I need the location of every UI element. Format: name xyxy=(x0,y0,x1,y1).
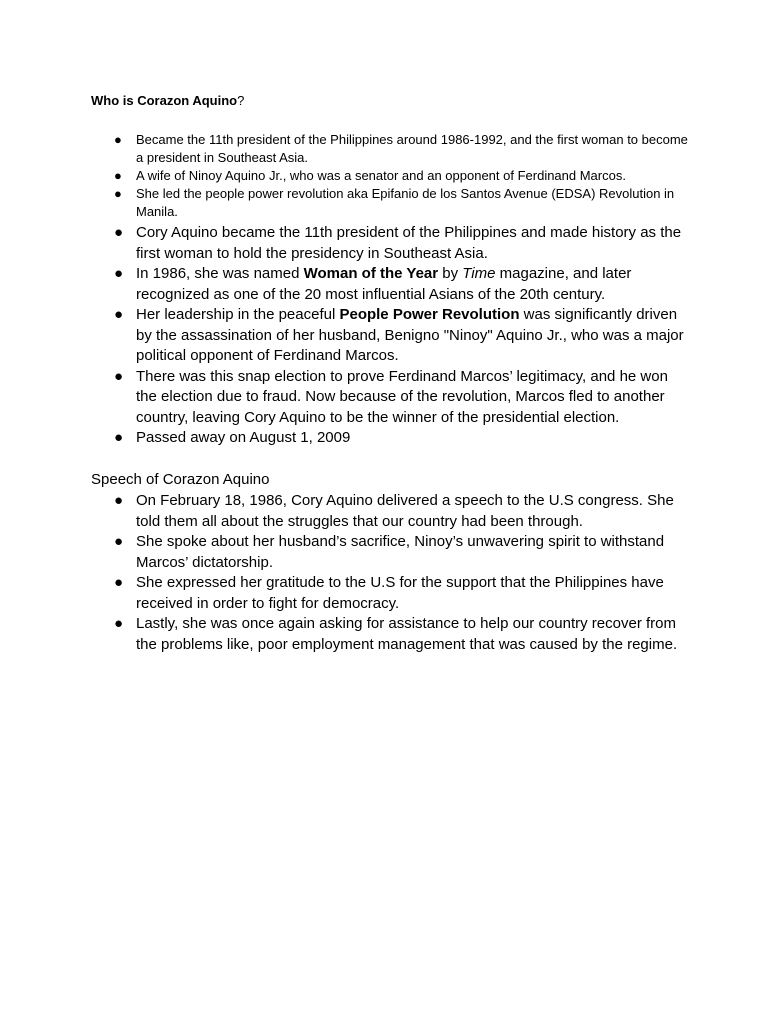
list-item-text-mid: by xyxy=(438,265,463,282)
bullet: ● xyxy=(114,615,124,632)
list-item-text-post: was significantly driven by the assassination of her husband, Benigno "Ninoy" Aquino Jr., who was a major political opponent of Ferdinand Marcos. xyxy=(136,306,684,364)
list-item xyxy=(112,428,692,449)
list-item-text: A wife of Ninoy Aquino Jr., who was a senator and an opponent of Ferdinand Marcos. xyxy=(136,168,626,183)
list-item-text: Passed away on August 1, 2009 xyxy=(136,429,351,446)
list-item-text-pre: Her leadership in the peaceful xyxy=(136,306,340,323)
list-item-text: She expressed her gratitude to the U.S for the support that the Philippines have received in order to fight for democracy. xyxy=(136,574,664,612)
list-item-text: Lastly, she was once again asking for assistance to help our country recover from the problems like, poor employment management that was caused by the regime. xyxy=(136,615,678,653)
list-item xyxy=(112,131,692,167)
bullet: ● xyxy=(114,574,124,591)
award-name: Woman of the Year xyxy=(303,265,439,282)
bullet: ● xyxy=(114,306,124,323)
bullet: ● xyxy=(114,132,122,147)
bullet: ● xyxy=(114,265,124,282)
list-item-text: Became the 11th president of the Philippines around 1986-1992, and the first woman to become a president in Southeast Asia. xyxy=(136,132,688,165)
bullet: ● xyxy=(114,492,124,509)
bullet: ● xyxy=(114,533,124,550)
bio-list-small xyxy=(112,131,692,221)
list-item xyxy=(112,185,692,221)
list-item xyxy=(112,367,692,429)
section-title-suffix: ? xyxy=(237,93,245,108)
section-title-bold: Who is Corazon Aquino xyxy=(91,93,238,108)
list-item xyxy=(112,573,692,614)
list-item xyxy=(112,167,692,185)
bullet: ● xyxy=(114,186,122,201)
list-item-text: There was this snap election to prove Ferdinand Marcos’ legitimacy, and he won the election due to fraud. Now because of the revolution, Marcos fled to another country, leaving Cory Aquino to be the winner of the presidential election. xyxy=(136,367,668,426)
list-item-text-pre: In 1986, she was named xyxy=(136,265,304,282)
bullet: ● xyxy=(114,168,122,183)
list-item xyxy=(112,223,692,264)
list-item-text: On February 18, 1986, Cory Aquino delivered a speech to the U.S congress. She told them all about the struggles that our country had been through. xyxy=(136,492,674,530)
list-item xyxy=(112,614,692,655)
bullet: ● xyxy=(114,429,124,446)
bio-list-large xyxy=(112,223,692,449)
bullet: ● xyxy=(114,367,124,385)
list-item-text: Cory Aquino became the 11th president of the Philippines and made history as the first woman to hold the presidency in Southeast Asia. xyxy=(136,224,682,262)
speech-list-items xyxy=(112,491,692,655)
list-item-text-post: magazine, and later recognized as one of the 20 most influential Asians of the 20th century. xyxy=(136,265,632,303)
revolution-name: People Power Revolution xyxy=(339,306,520,323)
list-item xyxy=(112,532,692,573)
bio-list xyxy=(112,131,692,449)
magazine-name: Time xyxy=(462,265,496,282)
list-item-text: She led the people power revolution aka Epifanio de los Santos Avenue (EDSA) Revolution in Manila. xyxy=(136,186,675,219)
section-title-speech: Speech of Corazon Aquino xyxy=(91,471,270,488)
list-item xyxy=(112,305,692,367)
list-item xyxy=(112,264,692,305)
list-item-text: She spoke about her husband’s sacrifice, Ninoy’s unwavering spirit to withstand Marcos’ dictatorship. xyxy=(136,533,665,571)
speech-list xyxy=(112,491,692,655)
bullet: ● xyxy=(114,224,124,241)
list-item xyxy=(112,491,692,532)
section-title-who-is xyxy=(91,93,244,109)
